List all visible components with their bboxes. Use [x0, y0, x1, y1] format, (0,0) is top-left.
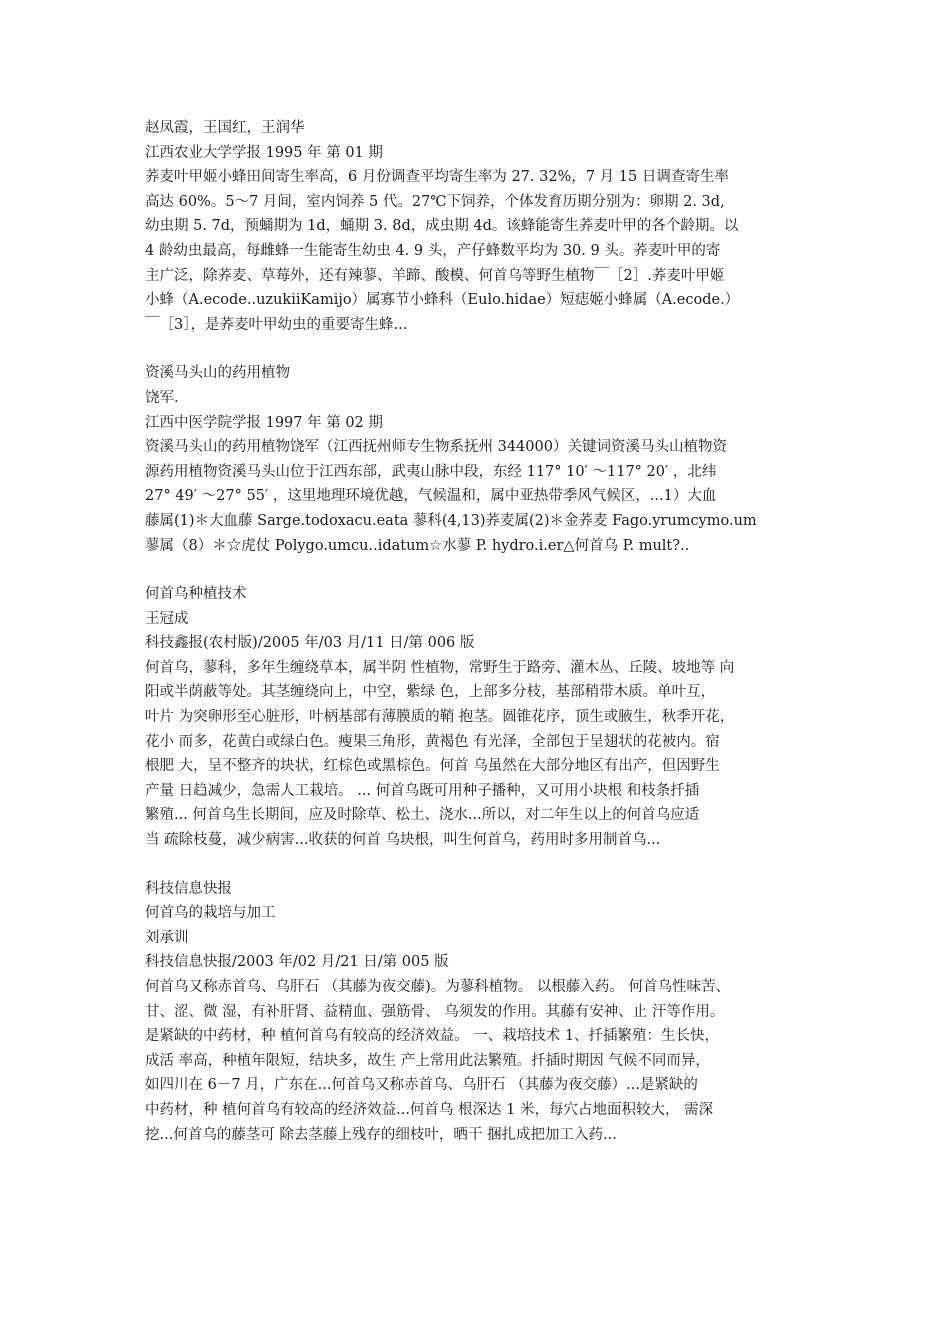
article-source: 江西农业大学学报 1995 年 第 01 期	[145, 144, 383, 161]
abstract-line: 27° 49′ ～27° 55′ ，这里地理环境优越，气候温和，属中亚热带季风气候区，...1）大血	[145, 488, 717, 505]
article-source: 江西中医学院学报 1997 年 第 02 期	[145, 414, 383, 431]
abstract-line: 幼虫期 5. 7d，预蛹期为 1d，蛹期 3. 8d，成虫期 4d。该蜂能寄生荞麦叶甲的各个龄期。以	[145, 218, 739, 235]
abstract-line: 高达 60%。5～7 月间，室内饲养 5 代。27℃下饲养，个体发育历期分别为：卵期 2. 3d,	[145, 193, 725, 210]
abstract-line: 源药用植物资溪马头山位于江西东部，武夷山脉中段，东经 117° 10′ ～117° 20′ ，北纬	[145, 463, 717, 480]
abstract-line: 阳或半荫蔽等处。其茎缠绕向上，中空，紫绿 色，上部多分枝，基部稍带木质。单叶互，	[145, 684, 716, 701]
article-title: 资溪马头山的药用植物	[145, 365, 290, 382]
article-authors: 刘承训	[145, 929, 189, 946]
abstract-line: 藤属(1)＊大血藤 Sarge.todoxacu.eata 蓼科(4,13)荞麦属(2)＊金荞麦 Fago.yrumcymo.um	[145, 512, 757, 529]
abstract-line: 4 龄幼虫最高，每雌蜂一生能寄生幼虫 4. 9 头，产仔蜂数平均为 30. 9 头。荞麦叶甲的寄	[145, 242, 721, 259]
article-source: 科技信息快报/2003 年/02 月/21 日/第 005 版	[145, 954, 449, 971]
article-authors: 赵凤霞，王国红，王润华	[145, 120, 305, 136]
abstract-line: 根肥 大，呈不整齐的块状，红棕色或黑棕色。何首 乌虽然在大部分地区有出产，但因野生	[145, 758, 720, 775]
abstract-line: 是紧缺的中药材，种 植何首乌有较高的经济效益。 一、栽培技术 1、扦插繁殖：生长快，	[145, 1028, 720, 1045]
abstract-line: 何首乌，蓼科，多年生缠绕草本，属半阴 性植物，常野生于路旁、灌木丛、丘陵、坡地等 向	[145, 659, 735, 676]
abstract-line: 主广泛，除荞麦、草莓外，还有辣蓼、羊蹄、酸模、何首乌等野生植物￣［2］.荞麦叶甲姬	[145, 267, 725, 284]
article-entry	[145, 116, 817, 337]
article-entry	[145, 877, 817, 1148]
article-authors: 王冠成	[145, 610, 189, 627]
article-subtitle: 何首乌的栽培与加工	[145, 905, 276, 922]
abstract-line: 小蜂（A.ecode..uzukiiKamijo）属寡节小蜂科（Eulo.hidae）短痣姬小蜂属（A.ecode.）	[145, 292, 740, 309]
abstract-line: 蓼属（8）＊☆虎仗 Polygo.umcu..idatum☆水蓼 P. hydro.i.er△何首乌 P. mult?..	[145, 537, 690, 554]
abstract-line: 产量 日趋减少，急需人工栽培。 ... 何首乌既可用种子播种，又可用小块根 和枝条扦插	[145, 782, 700, 799]
abstract-line: 成活 率高，种植年限短，结块多，故生 产上常用此法繁殖。扦插时期因 气候不同而异，	[145, 1052, 710, 1069]
article-authors: 饶军.	[145, 389, 179, 406]
abstract-line: 花小 而多，花黄白或绿白色。瘦果三角形，黄褐色 有光泽，全部包于呈翅状的花被内。宿	[145, 733, 720, 750]
abstract-line: 当 疏除枝蔓，减少病害...收获的何首 乌块根，叫生何首乌，药用时多用制首乌...	[145, 832, 661, 849]
article-abstract	[145, 975, 817, 1147]
abstract-line: 如四川在 6－7 月，广东在...何首乌又称赤首乌、乌肝石 （其藤为夜交藤）...是紧缺的	[145, 1077, 698, 1094]
abstract-line: 繁殖... 何首乌生长期间，应及时除草、松土、浇水...所以，对二年生以上的何首乌应适	[145, 807, 700, 824]
article-abstract	[145, 435, 817, 558]
article-entry	[145, 582, 817, 853]
abstract-line: ￣［3］，是荞麦叶甲幼虫的重要寄生蜂...	[145, 316, 408, 333]
abstract-line: 叶片 为突卵形至心脏形，叶柄基部有薄膜质的鞘 抱茎。圆锥花序，顶生或腋生，秋季开花，	[145, 709, 735, 726]
article-title: 何首乌种植技术	[145, 586, 247, 603]
abstract-line: 何首乌又称赤首乌、乌肝石 （其藤为夜交藤)。为蓼科植物。 以根藤入药。 何首乌性味苦、	[145, 979, 730, 995]
article-entry	[145, 361, 817, 558]
article-abstract	[145, 165, 817, 337]
abstract-line: 中药材，种 植何首乌有较高的经济效益...何首乌 根深达 1 米，每穴占地面积较大， 需深	[145, 1101, 714, 1118]
abstract-line: 甘、涩、微 湿，有补肝肾、益精血、强筋骨、 乌须发的作用。其藤有安神、止 汗等作用。	[145, 1003, 725, 1020]
article-abstract	[145, 656, 817, 853]
document-page	[145, 116, 817, 1171]
abstract-line: 荞麦叶甲姬小蜂田间寄生率高，6 月份调查平均寄生率为 27. 32%，7 月 15 日调查寄生率	[145, 169, 729, 186]
abstract-line: 挖...何首乌的藤茎可 除去茎藤上残存的细枝叶，晒干 捆扎成把加工入药...	[145, 1126, 617, 1143]
article-source: 科技鑫报(农村版)/2005 年/03 月/11 日/第 006 版	[145, 635, 475, 652]
abstract-line: 资溪马头山的药用植物饶军（江西抚州师专生物系抚州 344000）关键词资溪马头山植物资	[145, 439, 727, 456]
article-title: 科技信息快报	[145, 880, 232, 897]
